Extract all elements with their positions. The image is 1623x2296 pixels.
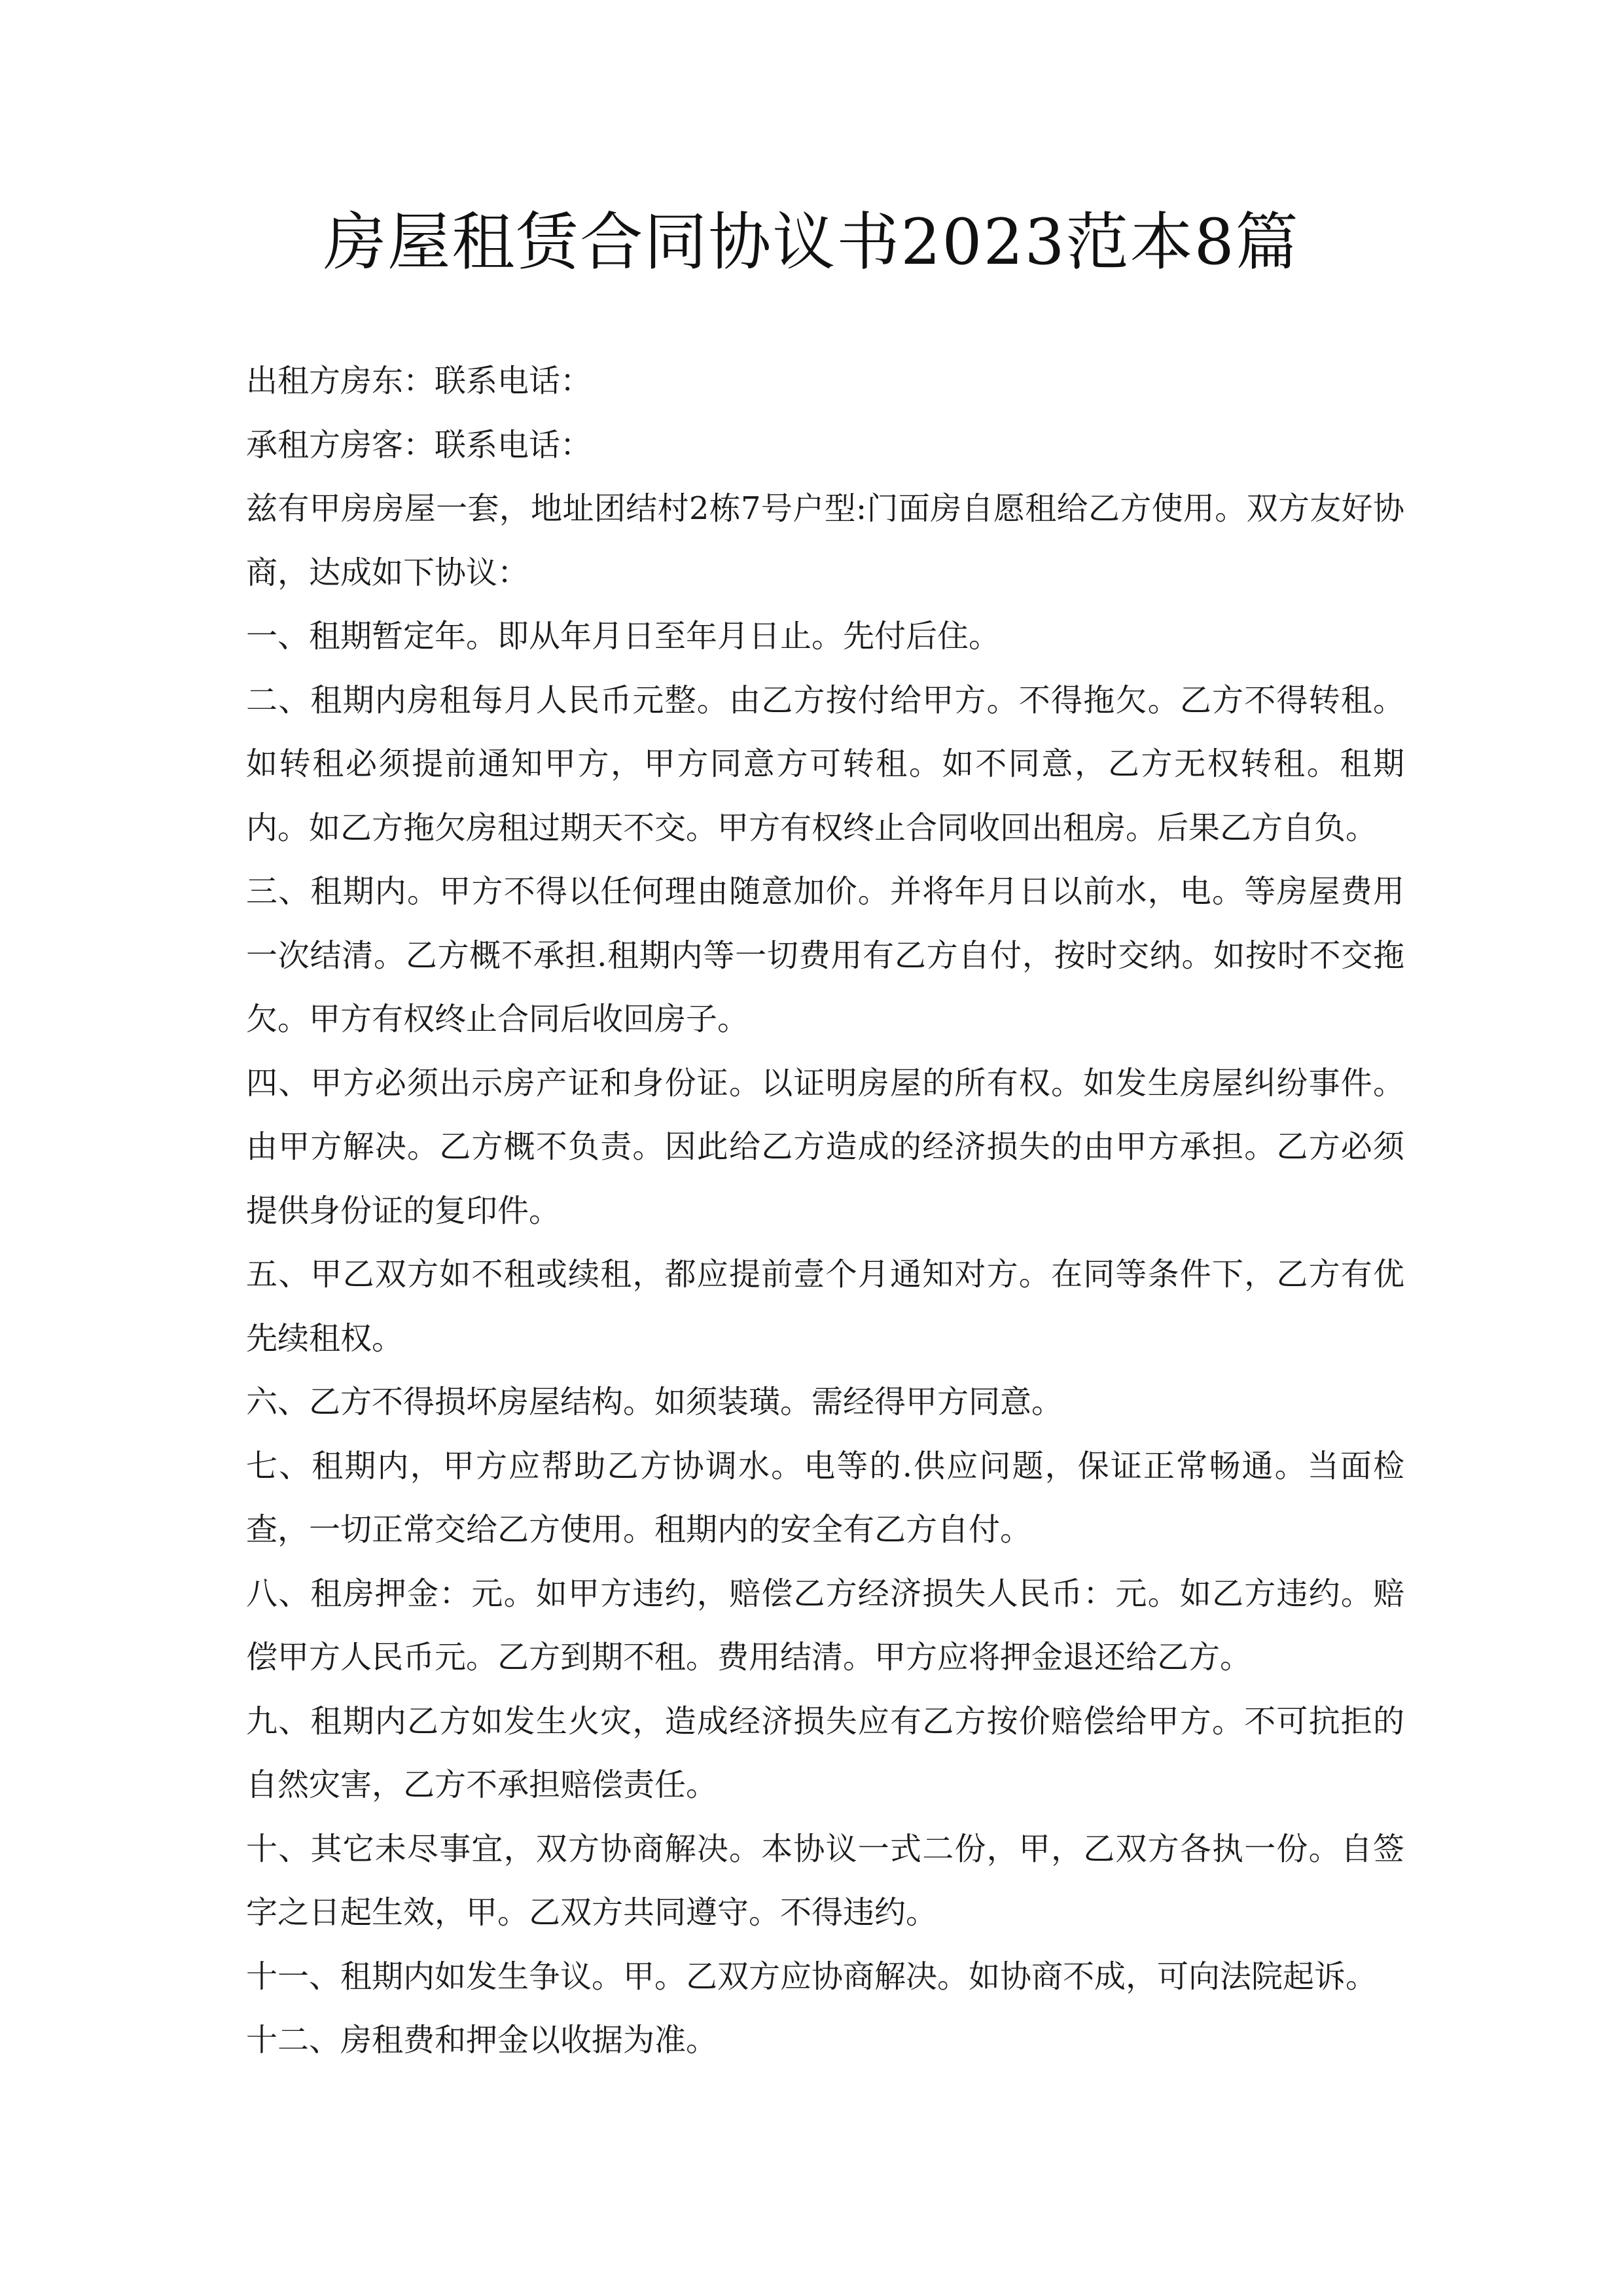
clause-7: 七、租期内，甲方应帮助乙方协调水。电等的.供应问题，保证正常畅通。当面检查，一切正常交给乙方使用。租期内的安全有乙方自付。 (246, 1447, 1404, 1548)
clause-6: 六、乙方不得损坏房屋结构。如须装璜。需经得甲方同意。 (246, 1384, 1063, 1420)
clause-11: 十一、租期内如发生争议。甲。乙双方应协商解决。如协商不成，可向法院起诉。 (246, 1958, 1378, 1995)
clause-12: 十二、房租费和押金以收据为准。 (246, 2022, 718, 2058)
clause-4: 四、甲方必须出示房产证和身份证。以证明房屋的所有权。如发生房屋纠纷事件。由甲方解决。乙方概不负责。因此给乙方造成的经济损失的由甲方承担。乙方必须提供身份证的复印件。 (246, 1064, 1404, 1229)
paragraph-tenant: 承租方房客：联系电话： (246, 426, 592, 463)
clause-3: 三、租期内。甲方不得以任何理由随意加价。并将年月日以前水，电。等房屋费用一次结清。乙方概不承担.租期内等一切费用有乙方自付，按时交纳。如按时不交拖欠。甲方有权终止合同后收回房子。 (246, 873, 1404, 1037)
clause-8: 八、租房押金：元。如甲方违约，赔偿乙方经济损失人民币：元。如乙方违约。赔偿甲方人民币元。乙方到期不租。费用结清。甲方应将押金退还给乙方。 (246, 1575, 1404, 1676)
clause-1: 一、租期暂定年。即从年月日至年月日止。先付后住。 (246, 618, 1001, 655)
document-title: 房屋租赁合同协议书2023范本8篇 (323, 206, 1300, 279)
paragraph-intro: 兹有甲房房屋一套，地址团结村2栋7号户型:门面房自愿租给乙方使用。双方友好协商，达成如下协议： (246, 490, 1404, 591)
clause-10: 十、其它未尽事宜，双方协商解决。本协议一式二份，甲，乙双方各执一份。自签字之日起生效，甲。乙双方共同遵守。不得违约。 (246, 1830, 1404, 1931)
clause-2: 二、租期内房租每月人民币元整。由乙方按付给甲方。不得拖欠。乙方不得转租。如转租必须提前通知甲方，甲方同意方可转租。如不同意，乙方无权转租。租期内。如乙方拖欠房租过期天不交。甲方有权终止合同收回出租房。后果乙方自负。 (246, 681, 1404, 846)
clause-5: 五、甲乙双方如不租或续租，都应提前壹个月通知对方。在同等条件下，乙方有优先续租权。 (246, 1256, 1404, 1357)
paragraph-landlord: 出租方房东：联系电话： (246, 363, 592, 399)
clause-9: 九、租期内乙方如发生火灾，造成经济损失应有乙方按价赔偿给甲方。不可抗拒的自然灾害，乙方不承担赔偿责任。 (246, 1702, 1404, 1803)
document-body (246, 350, 1404, 2073)
